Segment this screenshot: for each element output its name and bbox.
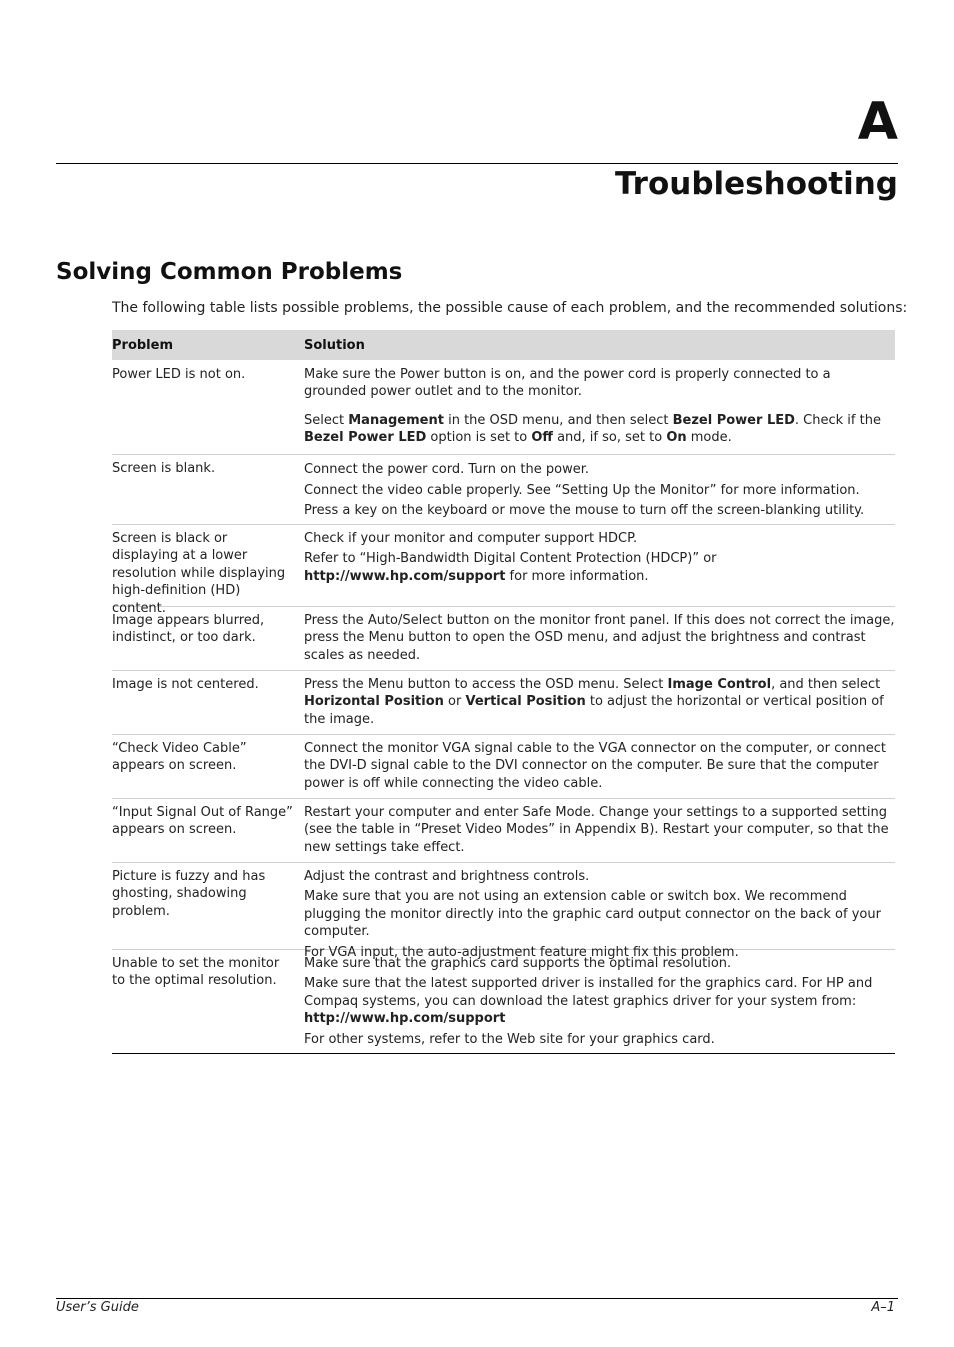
support-link[interactable]: http://www.hp.com/support bbox=[304, 568, 506, 584]
footer-guide-title: User’s Guide bbox=[56, 1300, 139, 1315]
solution-text: Make sure that the latest supported driver is installed for the graphics card. For HP and Compaq systems, you can download the latest graphics driver for your system from: bbox=[304, 976, 873, 1009]
solution-text: Press a key on the keyboard or move the mouse to turn off the screen-blanking utility. bbox=[304, 503, 865, 518]
solution-text: Make sure the Power button is on, and the power cord is properly connected to a grounded power outlet and to the monitor. bbox=[304, 367, 831, 400]
solution-text: For other systems, refer to the Web site for your graphics card. bbox=[304, 1031, 715, 1047]
solution-text: Connect the monitor VGA signal cable to the VGA connector on the computer, or connect the DVI-D signal cable to the DVI connector on the computer. Be sure that the computer power is off while connecting the video cable. bbox=[304, 741, 886, 791]
footer-page-number: A–1 bbox=[871, 1300, 895, 1315]
solution-text: For VGA input, the auto-adjustment feature might fix this problem. bbox=[304, 944, 739, 960]
troubleshooting-table bbox=[112, 330, 895, 1054]
solution-cell bbox=[304, 804, 895, 862]
chapter-letter: A bbox=[857, 92, 898, 152]
solution-text: Make sure that the graphics card supports the optimal resolution. bbox=[304, 956, 732, 971]
footer-rule bbox=[56, 1298, 898, 1299]
table-row bbox=[112, 607, 895, 671]
intro-paragraph: The following table lists possible problems, the possible cause of each problem, and the recommended solutions: bbox=[112, 300, 908, 316]
solution-text: Select Management in the OSD menu, and then select Bezel Power LED. Check if the Bezel Power LED option is set to Off and, if so, set to On mode. bbox=[304, 412, 881, 446]
chapter-rule bbox=[56, 163, 898, 164]
solution-cell bbox=[304, 955, 895, 1053]
table-row bbox=[112, 671, 895, 735]
problem-cell: “Check Video Cable” appears on screen. bbox=[112, 741, 247, 774]
support-link[interactable]: http://www.hp.com/support bbox=[304, 1011, 506, 1027]
solution-text: Refer to “High-Bandwidth Digital Content Protection (HDCP)” or bbox=[304, 551, 717, 567]
solution-cell bbox=[304, 612, 895, 670]
problem-cell: Image is not centered. bbox=[112, 677, 259, 692]
solution-text: Restart your computer and enter Safe Mode. Change your settings to a supported setting (see the table in “Preset Video Modes” in Appendix B). Restart your computer, so that the new settings take effect. bbox=[304, 805, 889, 855]
header-problem: Problem bbox=[112, 337, 173, 353]
solution-text: Connect the video cable properly. See “Setting Up the Monitor” for more information. bbox=[304, 482, 860, 498]
problem-cell: Screen is black or displaying at a lower resolution while displaying high-definition (HD) content. bbox=[112, 531, 286, 616]
solution-text: Press the Menu button to access the OSD menu. Select Image Control, and then select Horizontal Position or Vertical Position to adjust the horizontal or vertical position of the image. bbox=[304, 677, 884, 727]
problem-cell: Picture is fuzzy and has ghosting, shadowing problem. bbox=[112, 869, 266, 919]
solution-cell bbox=[304, 740, 895, 798]
solution-text: Make sure that you are not using an extension cable or switch box. We recommend plugging the monitor directly into the graphic card output connector on the back of your computer. bbox=[304, 889, 881, 940]
problem-cell: Power LED is not on. bbox=[112, 367, 246, 382]
problem-cell: Screen is blank. bbox=[112, 461, 216, 476]
chapter-title: Troubleshooting bbox=[614, 166, 898, 202]
solution-cell bbox=[304, 366, 895, 454]
solution-text: http://www.hp.com/support for more information. bbox=[304, 568, 649, 584]
header-solution: Solution bbox=[304, 337, 365, 353]
table-row bbox=[112, 360, 895, 455]
solution-cell bbox=[304, 460, 895, 524]
table-row bbox=[112, 799, 895, 863]
table-row bbox=[112, 455, 895, 525]
section-title: Solving Common Problems bbox=[56, 259, 403, 285]
solution-cell bbox=[304, 530, 895, 606]
table-header bbox=[112, 330, 895, 360]
solution-text: Adjust the contrast and brightness controls. bbox=[304, 869, 590, 884]
table-row bbox=[112, 735, 895, 799]
table-row bbox=[112, 863, 895, 960]
table-row bbox=[112, 525, 895, 616]
solution-text: Connect the power cord. Turn on the power. bbox=[304, 462, 590, 477]
solution-cell bbox=[304, 868, 895, 960]
table-row bbox=[112, 950, 895, 1054]
problem-cell: Unable to set the monitor to the optimal resolution. bbox=[112, 956, 280, 989]
solution-text: Check if your monitor and computer support HDCP. bbox=[304, 531, 638, 546]
problem-cell: “Input Signal Out of Range” appears on screen. bbox=[112, 805, 293, 838]
solution-text: Press the Auto/Select button on the monitor front panel. If this does not correct the image, press the Menu button to open the OSD menu, and adjust the brightness and contrast scales as needed. bbox=[304, 613, 895, 663]
problem-cell: Image appears blurred, indistinct, or too dark. bbox=[112, 613, 265, 646]
solution-cell bbox=[304, 676, 895, 734]
